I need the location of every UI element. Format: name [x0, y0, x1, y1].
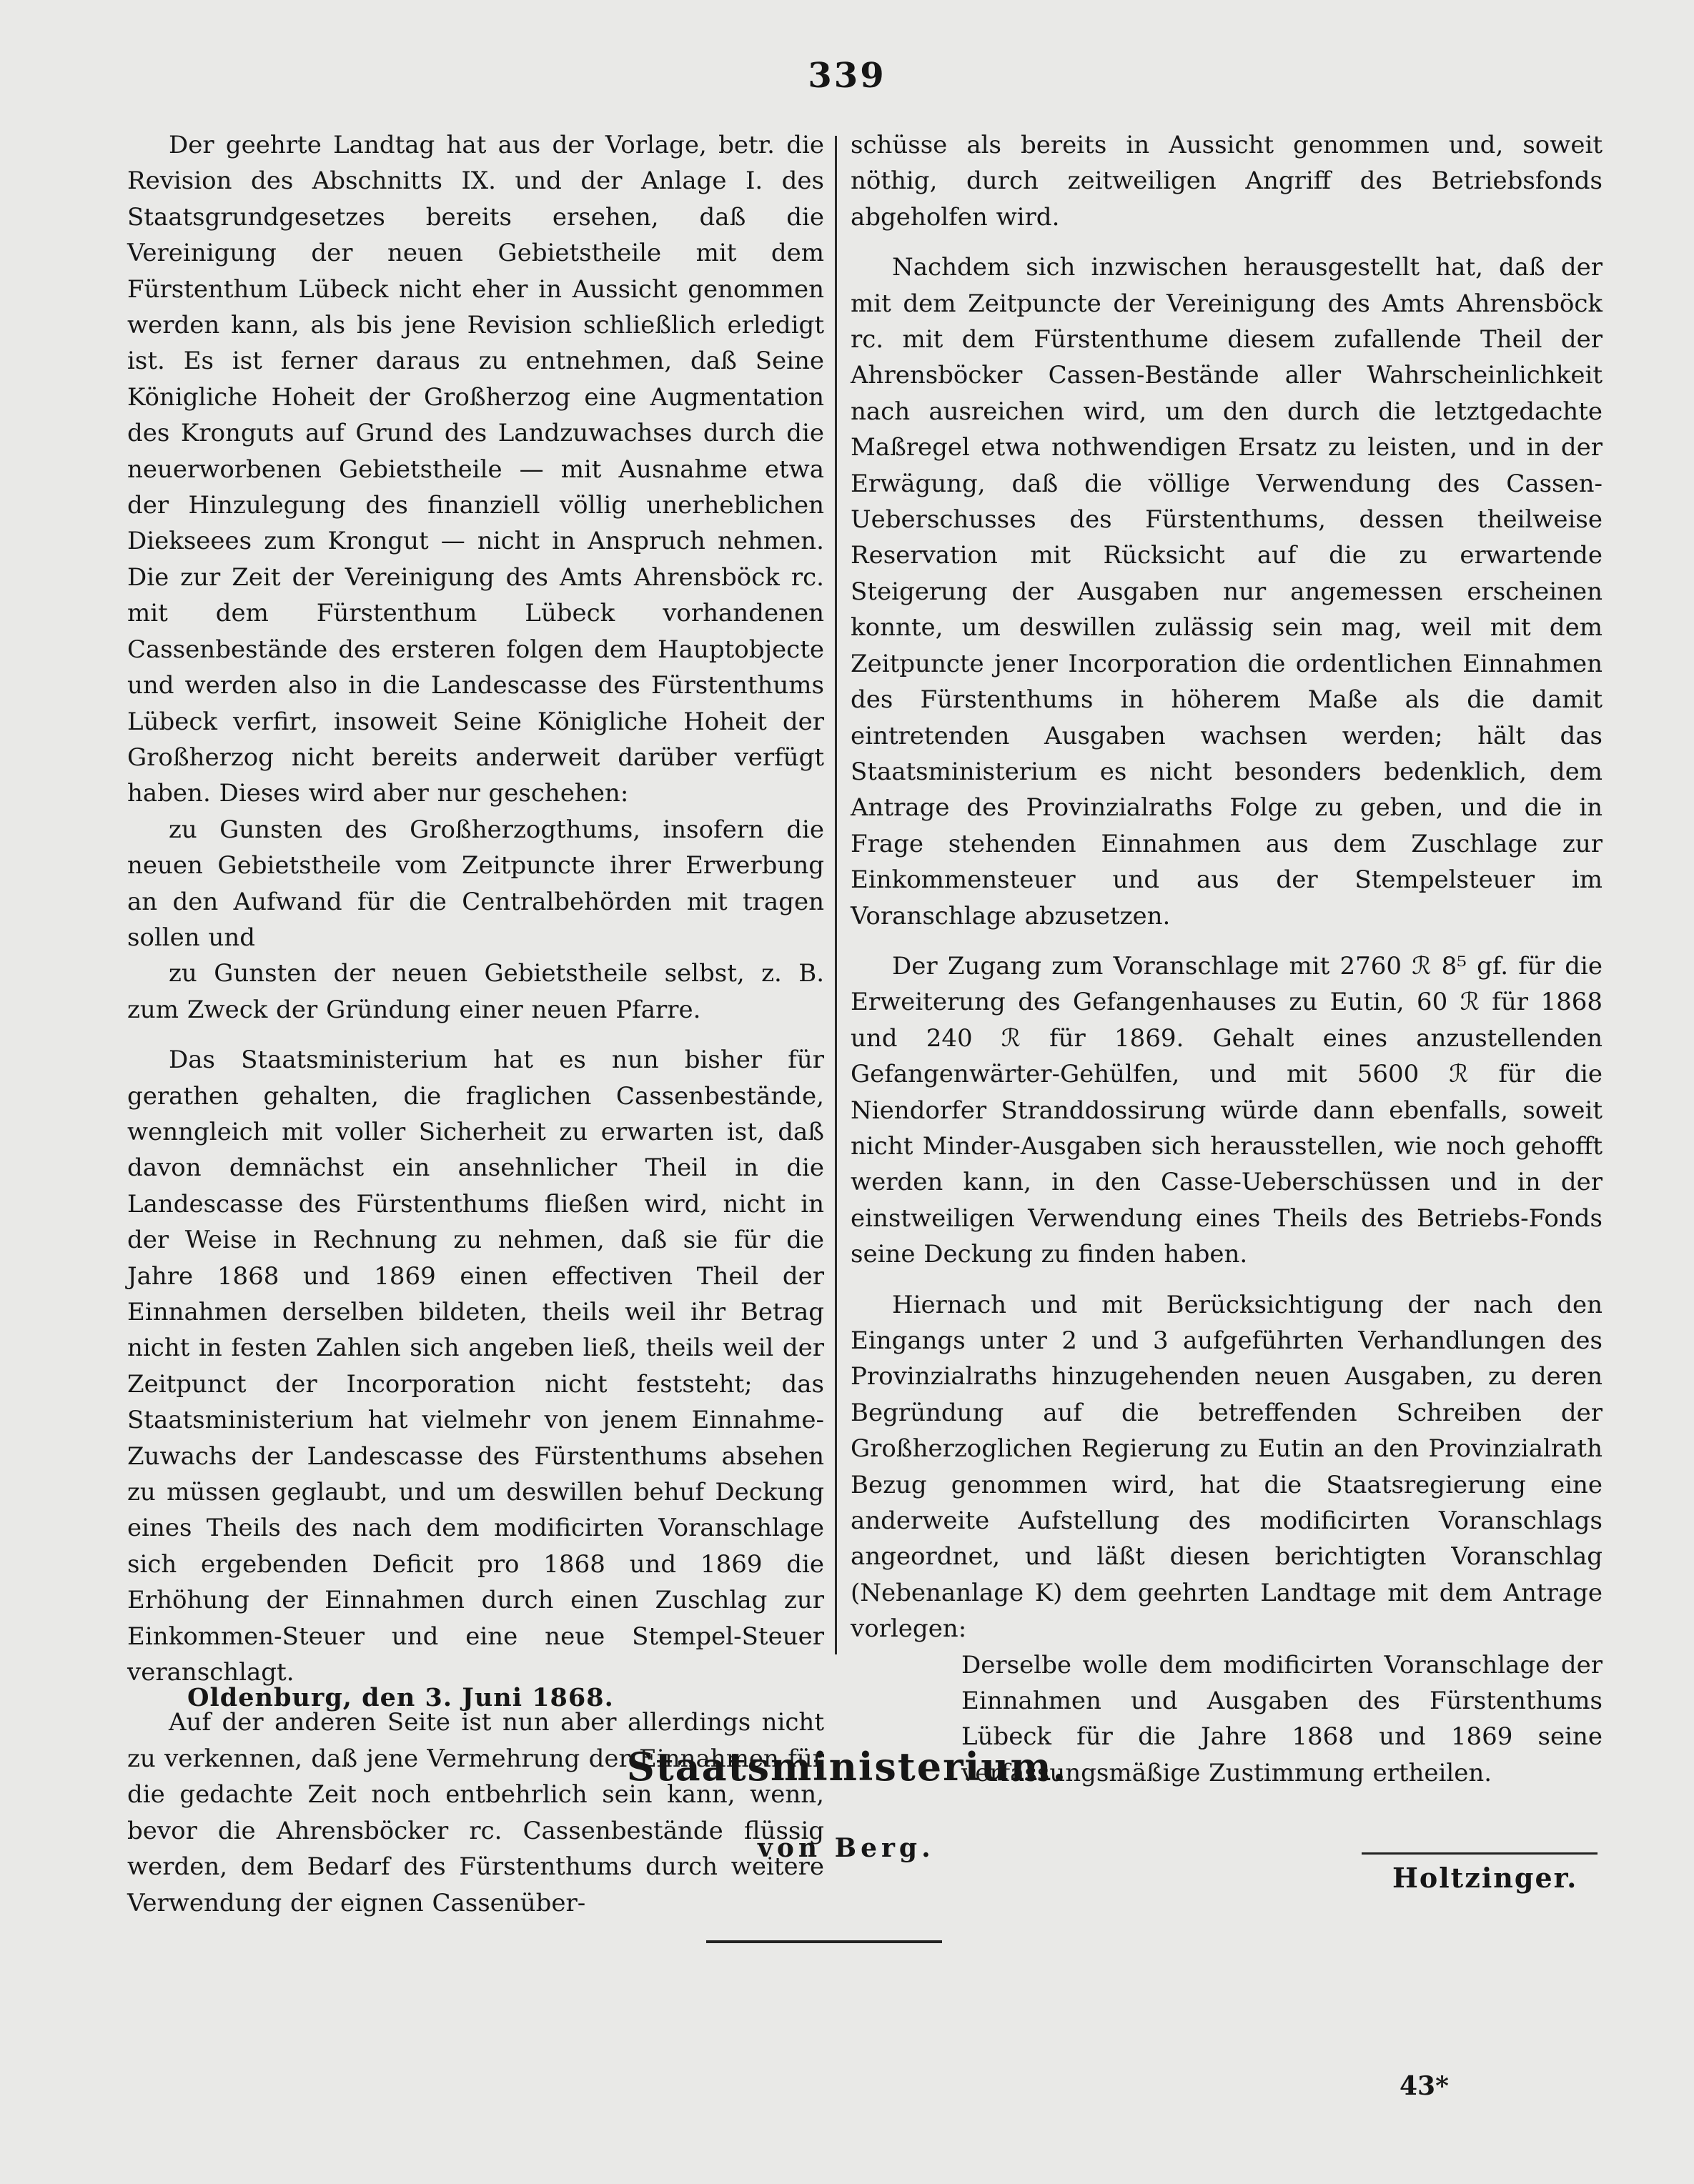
- column-divider: [835, 136, 837, 1654]
- left-paragraph-1: Der geehrte Landtag hat aus der Vorlage, betr. die Revision des Abschnitts IX. und der Anlage I. des Staatsgrundgesetzes bereits ersehen, daß die Vereinigung der neuen Gebietstheile mit dem Fürstenthum Lübeck nicht eher in Aussicht genommen werden kann, als bis jene Revision schließlich erledigt ist. Es ist ferner daraus zu entnehmen, daß Seine Königliche Hoheit der Großherzog eine Augmentation des Kronguts auf Grund des Landzuwachses durch die neuerworbenen Gebietstheile — mit Ausnahme etwa der Hinzulegung des finanziell völlig unerheblichen Diekseees zum Krongut — nicht in Anspruch nehmen. Die zur Zeit der Vereinigung des Amts Ahrensböck rc. mit dem Fürstenthum Lübeck vorhandenen Cassenbestände des ersteren folgen dem Hauptobjecte und werden also in die Landescasse des Fürstenthums Lübeck verfirt, insoweit Seine Königliche Hoheit der Großherzog nicht bereits anderweit darüber verfügt haben. Dieses wird aber nur geschehen:: [127, 131, 824, 808]
- left-paragraph-3: zu Gunsten der neuen Gebietstheile selbst, z. B. zum Zweck der Gründung einer neuen Pfarre.: [127, 959, 824, 1024]
- date-line: Oldenburg, den 3. Juni 1868.: [187, 1683, 614, 1712]
- signature-line: [1362, 1852, 1598, 1855]
- signature-von-berg: von Berg.: [758, 1833, 935, 1863]
- right-paragraph-5-motion: Derselbe wolle dem modificirten Voranschlage der Einnahmen und Ausgaben des Fürstenthums Lübeck für die Jahre 1868 und 1869 seine verfassungsmäßige Zustimmung ertheilen.: [961, 1650, 1603, 1787]
- page-number: 339: [808, 56, 886, 96]
- signature-holtzinger: Holtzinger.: [1392, 1862, 1578, 1894]
- ministry-heading: Staatsministerium.: [626, 1744, 1068, 1790]
- right-paragraph-4: Hiernach und mit Berücksichtigung der nach den Eingangs unter 2 und 3 aufgeführten Verhandlungen des Provinzialraths hinzugehenden neuen Ausgaben, zu deren Begründung auf die betreffenden Schreiben der Großherzoglichen Regierung zu Eutin an den Provinzialrath Bezug genommen wird, hat die Staatsregierung eine anderweite Aufstellung des modificirten Voranschlags angeordnet, und läßt diesen berichtigten Voranschlag (Nebenanlage K) dem geehrten Landtage mit dem Antrage vorlegen:: [851, 1290, 1603, 1644]
- right-column: [851, 127, 1603, 1791]
- right-paragraph-2: Nachdem sich inzwischen herausgestellt hat, daß der mit dem Zeitpuncte der Vereinigung des Amts Ahrensböck rc. mit dem Fürstenthume diesem zufallende Theil der Ahrensböcker Cassen-Bestände aller Wahrscheinlichkeit nach ausreichen wird, um den durch die letztgedachte Maßregel etwa nothwendigen Ersatz zu leisten, und in der Erwägung, daß die völlige Verwendung des Cassen-Ueberschusses des Fürstenthums, dessen theilweise Reservation mit Rücksicht auf die zu erwartende Steigerung der Ausgaben nur angemessen erscheinen konnte, um deswillen zulässig sein mag, weil mit dem Zeitpuncte jener Incorporation die ordentlichen Einnahmen des Fürstenthums in höherem Maße als die damit eintretenden Ausgaben wachsen werden; hält das Staatsministerium es nicht besonders bedenklich, dem Antrage des Provinzialraths Folge zu geben, und die in Frage stehenden Einnahmen aus dem Zuschlage zur Einkommensteuer und aus der Stempelsteuer im Voranschlage abzusetzen.: [851, 253, 1603, 930]
- right-paragraph-1: schüsse als bereits in Aussicht genommen und, soweit nöthig, durch zeitweiligen Angriff des Betriebsfonds abgeholfen wird.: [851, 131, 1603, 232]
- closing-rule: [706, 1940, 942, 1943]
- left-paragraph-2: zu Gunsten des Großherzogthums, insofern die neuen Gebietstheile vom Zeitpuncte ihrer Erwerbung an den Aufwand für die Centralbehörden mit tragen sollen und: [127, 815, 824, 952]
- left-paragraph-4: Das Staatsministerium hat es nun bisher für gerathen gehalten, die fraglichen Cassenbestände, wenngleich mit voller Sicherheit zu erwarten ist, daß davon demnächst ein ansehnlicher Theil in die Landescasse des Fürstenthums fließen wird, nicht in der Weise in Rechnung zu nehmen, daß sie für die Jahre 1868 und 1869 einen effectiven Theil der Einnahmen derselben bildeten, theils weil ihr Betrag nicht in festen Zahlen sich angeben ließ, theils weil der Zeitpunct der Incorporation nicht feststeht; das Staatsministerium hat vielmehr von jenem Einnahme-Zuwachs der Landescasse des Fürstenthums absehen zu müssen geglaubt, und um deswillen behuf Deckung eines Theils des nach dem modificirten Voranschlage sich ergebenden Deficit pro 1868 und 1869 die Erhöhung der Einnahmen durch einen Zuschlag zur Einkommen-Steuer und eine neue Stempel-Steuer veranschlagt.: [127, 1046, 824, 1687]
- left-column: [127, 127, 824, 1921]
- left-paragraph-5: Auf der anderen Seite ist nun aber allerdings nicht zu verkennen, daß jene Vermehrung der Einnahmen für die gedachte Zeit noch entbehrlich sein kann, wenn, bevor die Ahrensböcker rc. Cassenbestände flüssig werden, dem Bedarf des Fürstenthums durch weitere Verwendung der eignen Cassenüber-: [127, 1708, 824, 1917]
- sheet-mark: 43*: [1400, 2071, 1449, 2101]
- right-paragraph-3: Der Zugang zum Voranschlage mit 2760 ℛ 8⁵ gf. für die Erweiterung des Gefangenhauses zu Eutin, 60 ℛ für 1868 und 240 ℛ für 1869. Gehalt eines anzustellenden Gefangenwärter-Gehülfen, und mit 5600 ℛ für die Niendorfer Stranddossirung würde dann ebenfalls, soweit nicht Minder-Ausgaben sich herausstellen, wie noch gehofft werden kann, in den Casse-Ueberschüssen und in der einstweiligen Verwendung eines Theils des Betriebs-Fonds seine Deckung zu finden haben.: [851, 951, 1603, 1269]
